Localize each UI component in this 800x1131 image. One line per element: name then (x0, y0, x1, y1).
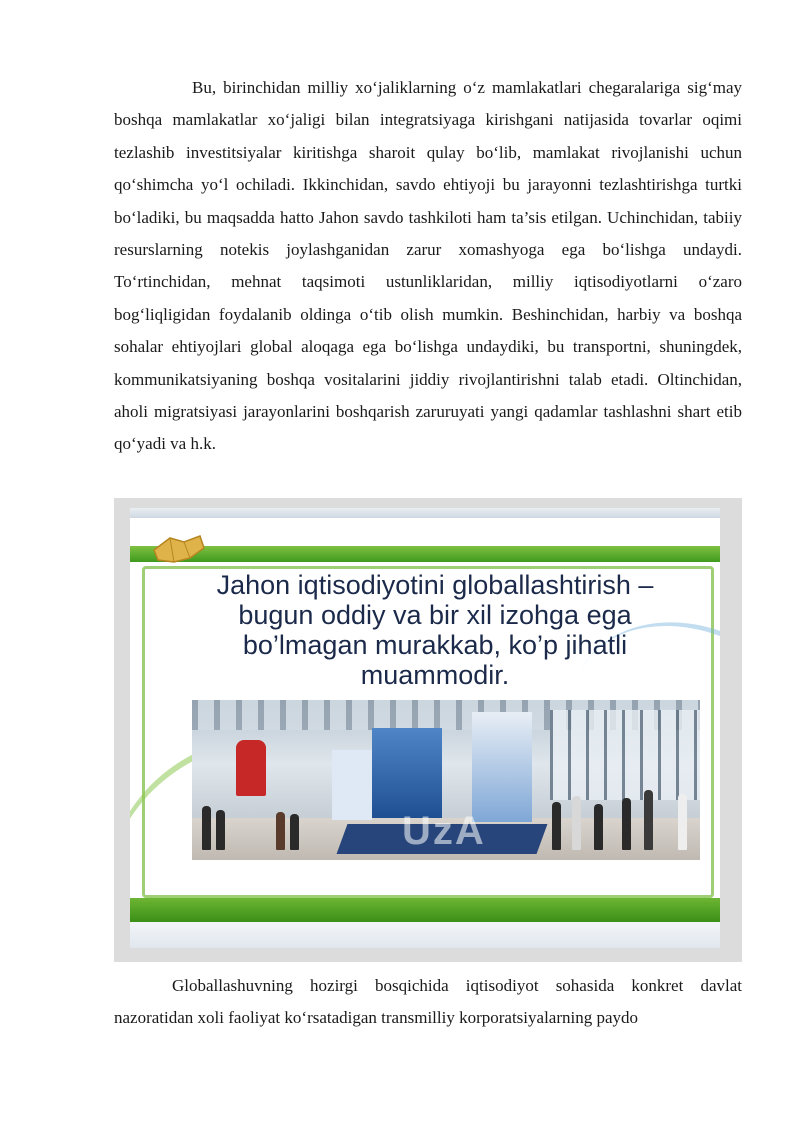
photo-window-wall (550, 710, 700, 800)
photo-person (290, 814, 299, 850)
photo-booth (472, 712, 532, 822)
decorative-puzzle-icon (150, 532, 208, 566)
photo-person (594, 804, 603, 850)
photo-red-exhibit (236, 740, 266, 796)
slide-image (114, 498, 742, 962)
photo-person (572, 796, 581, 850)
slide-title: Jahon iqtisodiyotini globallashtirish – bugun oddiy va bir xil izohga ega bo’lmagan murakkab, ko’p jihatli muammodir. (216, 570, 654, 690)
photo-person (216, 810, 225, 850)
body-paragraph-2: Globallashuvning hozirgi bosqichida iqtisodiyot sohasida konkret davlat nazoratidan xoli faoliyat ko‘rsatadigan transmilliy korporatsiyalarning paydo (114, 976, 742, 1028)
photo-booth (332, 750, 372, 820)
slide-green-band-top (130, 546, 720, 562)
photo-person (202, 806, 211, 850)
slide-bottom-band (130, 922, 720, 948)
photo-booth (372, 728, 442, 818)
slide-green-band-bottom (130, 898, 720, 922)
body-paragraph-1: Bu, birinchidan milliy xo‘jaliklarning o‘z mamlakatlari chegaralariga sig‘may boshqa mamlakatlar xo‘jaligi bilan integratsiyaga kirishgani natijasida tovarlar oqimi tezlashib investitsiyalar kiritishga sharoit qulay bo‘lib, mamlakat rivojlanishi uchun qo‘shimcha yo‘l ochiladi. Ikkinchidan, savdo ehtiyoji bu jarayonni tezlashtirishga turtki bo‘ladiki, bu maqsadda hatto Jahon savdo tashkiloti ham ta’sis etilgan. Uchinchidan, tabiiy resurslarning notekis joylashganidan zarur xomashyoga ega bo‘lishga undaydi. To‘rtinchidan, mehnat taqsimoti ustunliklaridan, milliy iqtisodiyotlarni o‘zaro bog‘liqligidan foydalanib oldinga o‘tib olish mumkin. Beshinchidan, harbiy va boshqa sohalar ehtiyojlari global aloqaga ega bo‘lishga undaydiki, bu transportni, shuningdek, kommunikatsiyaning boshqa vositalarini jiddiy rivojlantirishni talab etadi. Oltinchidan, aholi migratsiyasi jarayonlarini boshqarish zaruruyati yangi qadamlar tashlashni shart etib qo‘yadi va h.k. (114, 78, 742, 454)
photo-person (644, 790, 653, 850)
photo-person (276, 812, 285, 850)
exhibition-photo (192, 700, 700, 860)
photo-person (552, 802, 561, 850)
photo-watermark: UzA (402, 809, 486, 853)
slide (130, 508, 720, 948)
photo-person (622, 798, 631, 850)
slide-top-stripe (130, 508, 720, 518)
photo-person (678, 794, 687, 850)
